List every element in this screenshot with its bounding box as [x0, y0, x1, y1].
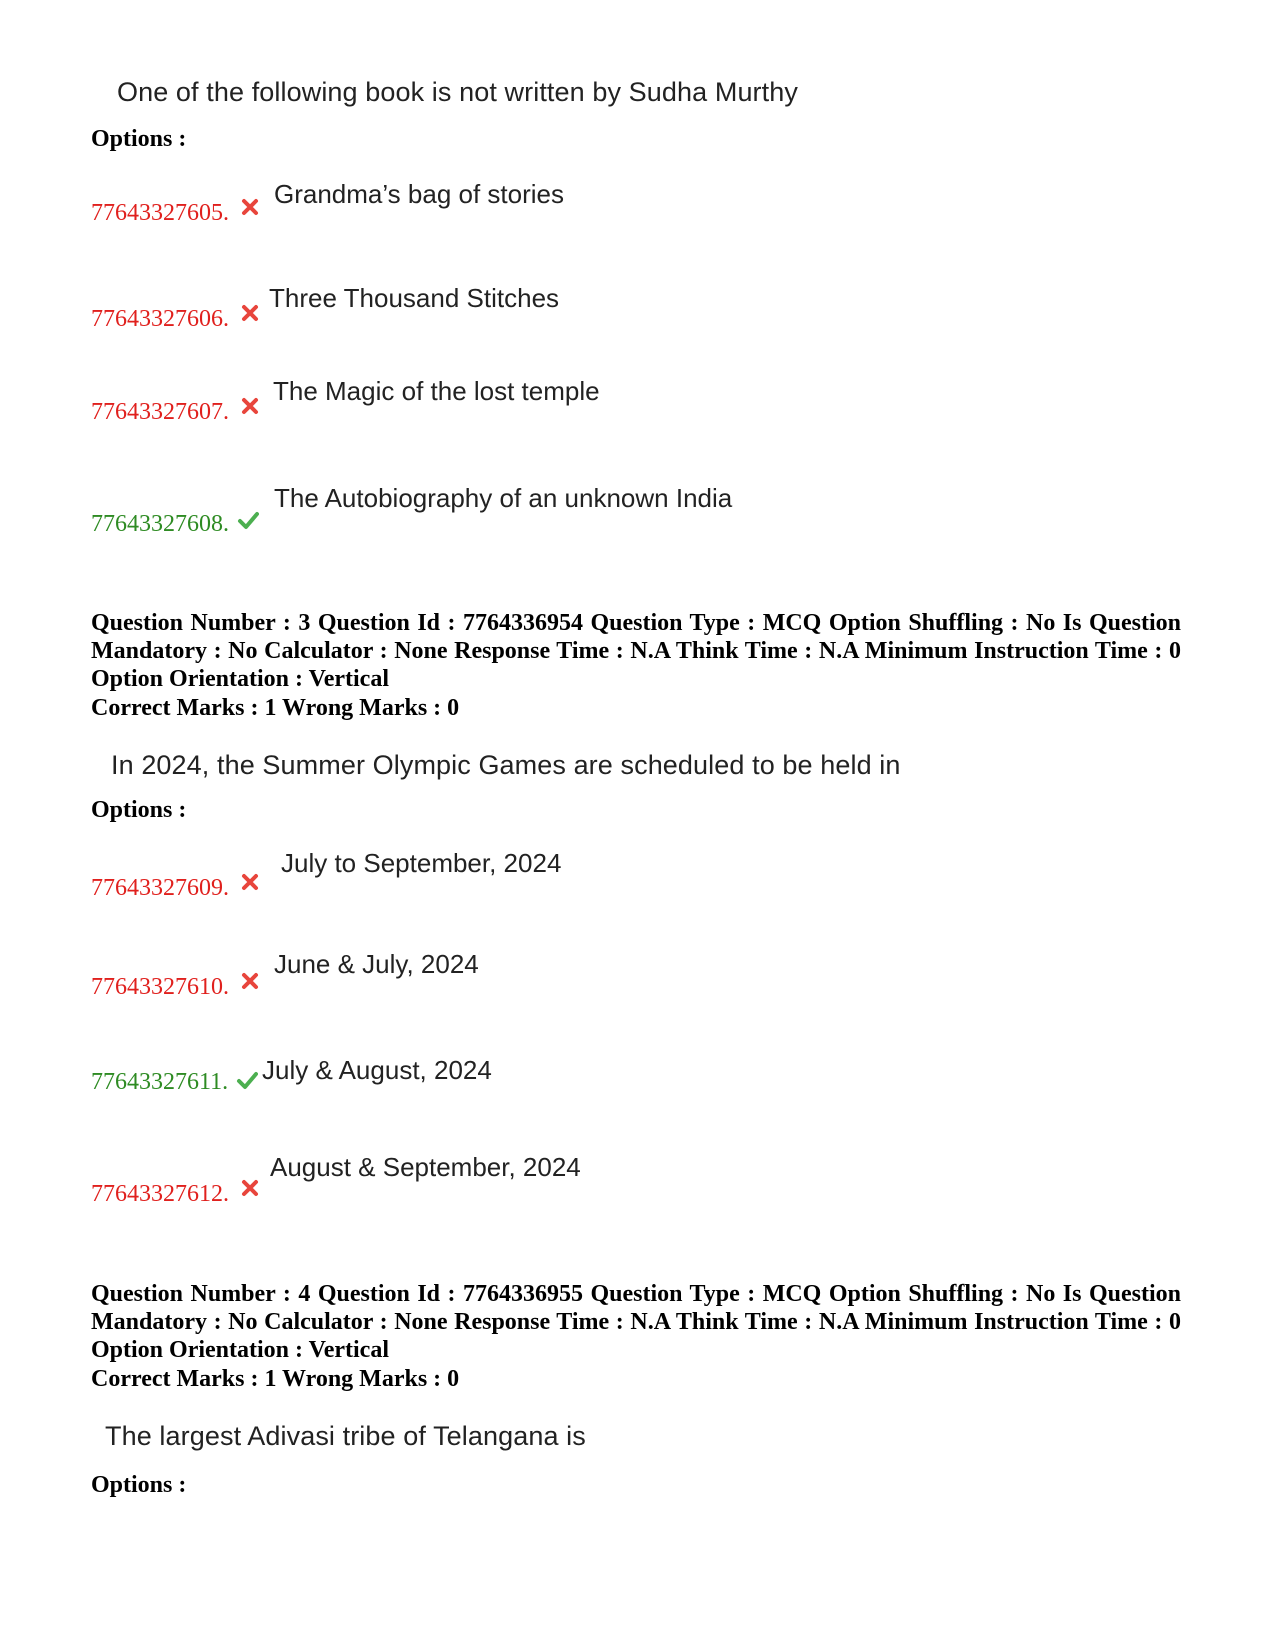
option-id-77643327607: 77643327607. — [91, 399, 261, 426]
option-text-77643327612: August & September, 2024 — [270, 1152, 581, 1182]
option-id-77643327611: 77643327611. — [91, 1069, 258, 1096]
option-text-77643327609: July to September, 2024 — [281, 848, 562, 878]
option-id-77643327605: 77643327605. — [91, 200, 261, 227]
option-id-77643327608: 77643327608. — [91, 511, 259, 538]
check-icon — [237, 509, 259, 531]
option-id-77643327612: 77643327612. — [91, 1181, 261, 1208]
cross-icon — [239, 970, 261, 992]
option-id-77643327610: 77643327610. — [91, 974, 261, 1001]
cross-icon — [239, 871, 261, 893]
question-3-text: In 2024, the Summer Olympic Games are scheduled to be held in — [111, 750, 901, 780]
option-id-77643327609: 77643327609. — [91, 875, 261, 902]
options-label-q2: Options : — [91, 126, 187, 152]
option-text-77643327608: The Autobiography of an unknown India — [274, 483, 733, 513]
cross-icon — [239, 196, 261, 218]
options-label-q4: Options : — [91, 1472, 187, 1498]
option-text-77643327611: July & August, 2024 — [262, 1055, 492, 1085]
cross-icon — [239, 395, 261, 417]
check-icon — [236, 1069, 258, 1091]
cross-icon — [239, 302, 261, 324]
cross-icon — [239, 1177, 261, 1199]
question-3-meta: Question Number : 3 Question Id : 7764336954 Question Type : MCQ Option Shuffling : No Is Question Mandatory : No Calculator : None Response Time : N.A Think Time : N.A Minimum Instruction Time : 0 Option Orientation : Vertical — [91, 610, 1181, 692]
option-text-77643327606: Three Thousand Stitches — [269, 283, 560, 313]
option-text-77643327605: Grandma’s bag of stories — [274, 179, 564, 209]
option-id-77643327606: 77643327606. — [91, 306, 261, 333]
option-text-77643327610: June & July, 2024 — [274, 949, 479, 979]
question-4-marks: Correct Marks : 1 Wrong Marks : 0 — [91, 1366, 460, 1392]
question-3-marks: Correct Marks : 1 Wrong Marks : 0 — [91, 695, 460, 721]
option-text-77643327607: The Magic of the lost temple — [273, 376, 600, 406]
question-4-text: The largest Adivasi tribe of Telangana is — [105, 1421, 586, 1451]
question-2-text: One of the following book is not written by Sudha Murthy — [117, 77, 798, 107]
question-4-meta: Question Number : 4 Question Id : 7764336955 Question Type : MCQ Option Shuffling : No Is Question Mandatory : No Calculator : None Response Time : N.A Think Time : N.A Minimum Instruction Time : 0 Option Orientation : Vertical — [91, 1281, 1181, 1363]
options-label-q3: Options : — [91, 797, 187, 823]
